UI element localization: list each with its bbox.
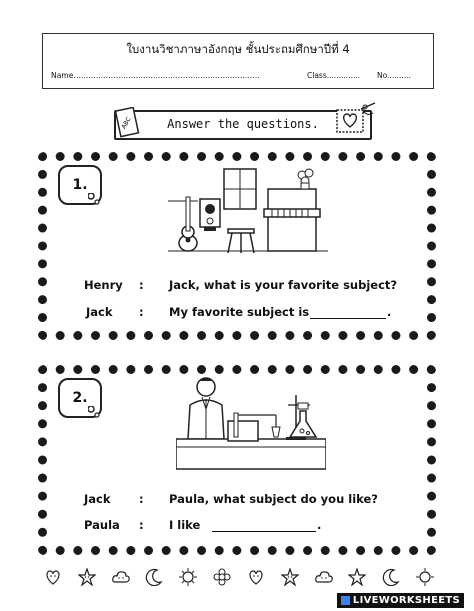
cloud-face-icon bbox=[112, 568, 130, 586]
card2-speaker-2: Paula bbox=[84, 518, 120, 532]
star-face-icon bbox=[281, 568, 299, 586]
logo-square-icon bbox=[341, 596, 350, 605]
question-number-badge: 1. bbox=[58, 165, 102, 205]
abc-tag-icon bbox=[116, 107, 142, 139]
card1-line-2: My favorite subject is bbox=[169, 305, 310, 319]
question-number-badge: 2. bbox=[58, 378, 102, 418]
cloud-face-icon bbox=[315, 568, 333, 586]
class-field[interactable]: Class.............. bbox=[307, 71, 361, 80]
moon-face-icon bbox=[382, 568, 400, 586]
star-face-icon bbox=[78, 568, 96, 586]
liveworksheets-logo[interactable] bbox=[337, 593, 464, 608]
card2-line-1: Paula, what subject do you like? bbox=[169, 492, 378, 506]
flower-face-icon bbox=[213, 568, 231, 586]
speech-tail-icon bbox=[88, 406, 104, 422]
card1-speaker-1: Henry bbox=[84, 278, 123, 292]
heart-face-icon bbox=[44, 568, 62, 586]
answer-blank-2[interactable] bbox=[212, 517, 316, 532]
card1-sep-1: : bbox=[139, 278, 144, 292]
heart-stitch-icon bbox=[335, 101, 377, 137]
instruction-banner bbox=[114, 110, 372, 140]
card2-line-2-end: . bbox=[317, 518, 322, 532]
answer-blank-1[interactable] bbox=[310, 304, 386, 319]
abc-tag-label: ABC bbox=[120, 116, 133, 131]
moon-face-icon bbox=[145, 568, 163, 586]
star-face-icon bbox=[348, 568, 366, 586]
music-room-illustration bbox=[168, 165, 328, 265]
card1-line-1: Jack, what is your favorite subject? bbox=[169, 278, 398, 292]
header-box bbox=[42, 33, 434, 89]
card2-line-2: I like bbox=[169, 518, 201, 532]
speech-tail-icon bbox=[88, 193, 104, 209]
heart-face-icon bbox=[247, 568, 265, 586]
card2-sep-2: : bbox=[139, 518, 144, 532]
footer-decoration bbox=[44, 568, 434, 586]
card1-line-2-end: . bbox=[387, 305, 392, 319]
number-field[interactable]: No.......... bbox=[377, 71, 411, 80]
card1-speaker-2: Jack bbox=[86, 305, 113, 319]
worksheet-title: ใบงานวิชาภาษาอังกฤษ ชั้นประถมศึกษาปีที่ 4 bbox=[126, 42, 350, 56]
sun-face-icon bbox=[416, 568, 434, 586]
logo-text: LIVEWORKSHEETS bbox=[352, 595, 460, 606]
card2-sep-1: : bbox=[139, 492, 144, 506]
card1-sep-2: : bbox=[139, 305, 144, 319]
card2-speaker-1: Jack bbox=[84, 492, 111, 506]
instruction-text: Answer the questions. bbox=[167, 117, 319, 131]
name-field[interactable]: Name........................................................................... bbox=[51, 71, 260, 80]
science-lab-illustration bbox=[176, 375, 326, 475]
sun-face-icon bbox=[179, 568, 197, 586]
